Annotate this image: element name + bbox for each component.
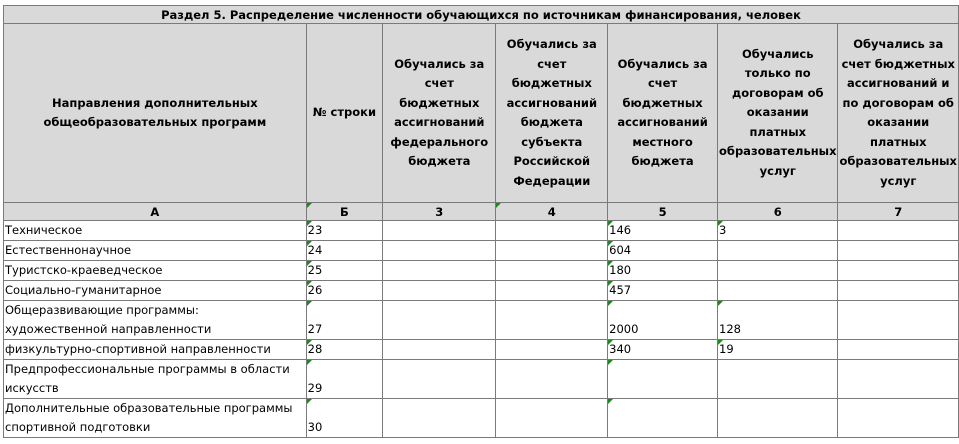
row-number-cell[interactable]: 26 [306,281,382,301]
row-number-cell[interactable]: 30 [306,399,382,438]
value-cell[interactable] [496,340,608,360]
header-regional-budget: Обучались за счет бюджетных ассигнований бюджета субъекта Российской Федерации [496,24,608,203]
header-paid-only: Обучались только по договорам об оказании платных образовательных услуг [718,24,838,203]
row-name-cell[interactable]: Туристско-краеведческое [4,261,307,281]
value-cell[interactable] [838,261,959,281]
row-number-cell[interactable]: 23 [306,221,382,241]
table-row [4,399,959,438]
column-letter: Б [306,203,382,221]
table-row [4,340,959,360]
header-line-number: № строки [306,24,382,203]
value-cell[interactable] [496,241,608,261]
value-cell[interactable] [718,281,838,301]
table-row [4,281,959,301]
value-cell[interactable] [608,360,718,399]
row-name-cell[interactable]: Социально-гуманитарное [4,281,307,301]
table-row [4,261,959,281]
value-cell[interactable] [718,241,838,261]
value-cell[interactable] [718,399,838,438]
value-cell[interactable] [383,261,496,281]
column-letter: 5 [608,203,718,221]
value-cell[interactable] [496,301,608,340]
value-cell[interactable]: 19 [718,340,838,360]
table-row [4,301,959,340]
table-row [4,221,959,241]
value-cell[interactable] [496,399,608,438]
value-cell[interactable]: 2000 [608,301,718,340]
value-cell[interactable]: 457 [608,281,718,301]
row-name-cell[interactable]: Дополнительные образовательные программы спортивной подготовки [4,399,307,438]
value-cell[interactable]: 180 [608,261,718,281]
value-cell[interactable] [718,261,838,281]
header-directions: Направления дополнительных общеобразовательных программ [4,24,307,203]
value-cell[interactable] [383,301,496,340]
column-letter: 7 [838,203,959,221]
column-letter: А [4,203,307,221]
row-name-cell[interactable]: Общеразвивающие программы: художественной направленности [4,301,307,340]
value-cell[interactable]: 128 [718,301,838,340]
value-cell[interactable] [838,281,959,301]
value-cell[interactable]: 146 [608,221,718,241]
value-cell[interactable] [496,221,608,241]
row-number-cell[interactable]: 24 [306,241,382,261]
value-cell[interactable] [496,281,608,301]
header-local-budget: Обучались за счет бюджетных ассигнований местного бюджета [608,24,718,203]
header-budget-and-paid: Обучались за счет бюджетных ассигнований и по договорам об оказании платных образовательных услуг [838,24,959,203]
row-number-cell[interactable]: 25 [306,261,382,281]
value-cell[interactable]: 604 [608,241,718,261]
value-cell[interactable] [838,221,959,241]
value-cell[interactable] [383,241,496,261]
value-cell[interactable] [838,340,959,360]
table-body [4,221,959,438]
value-cell[interactable] [608,399,718,438]
row-name-cell[interactable]: физкультурно-спортивной направленности [4,340,307,360]
row-number-cell[interactable]: 27 [306,301,382,340]
section-title: Раздел 5. Распределение численности обучающихся по источникам финансирования, человек [4,6,959,24]
value-cell[interactable] [838,301,959,340]
value-cell[interactable] [496,360,608,399]
value-cell[interactable] [838,360,959,399]
value-cell[interactable] [838,241,959,261]
table-row [4,360,959,399]
row-name-cell[interactable]: Техническое [4,221,307,241]
column-letter: 3 [383,203,496,221]
value-cell[interactable] [838,399,959,438]
value-cell[interactable] [383,360,496,399]
table-row [4,241,959,261]
value-cell[interactable] [383,340,496,360]
value-cell[interactable] [383,281,496,301]
value-cell[interactable] [383,399,496,438]
row-name-cell[interactable]: Естественнонаучное [4,241,307,261]
value-cell[interactable] [383,221,496,241]
value-cell[interactable]: 340 [608,340,718,360]
row-number-cell[interactable]: 28 [306,340,382,360]
value-cell[interactable] [718,360,838,399]
column-letter: 6 [718,203,838,221]
value-cell[interactable] [496,261,608,281]
row-number-cell[interactable]: 29 [306,360,382,399]
value-cell[interactable]: 3 [718,221,838,241]
header-federal-budget: Обучались за счет бюджетных ассигнований федерального бюджета [383,24,496,203]
column-letter: 4 [496,203,608,221]
financing-table [3,5,959,438]
row-name-cell[interactable]: Предпрофессиональные программы в области искусств [4,360,307,399]
